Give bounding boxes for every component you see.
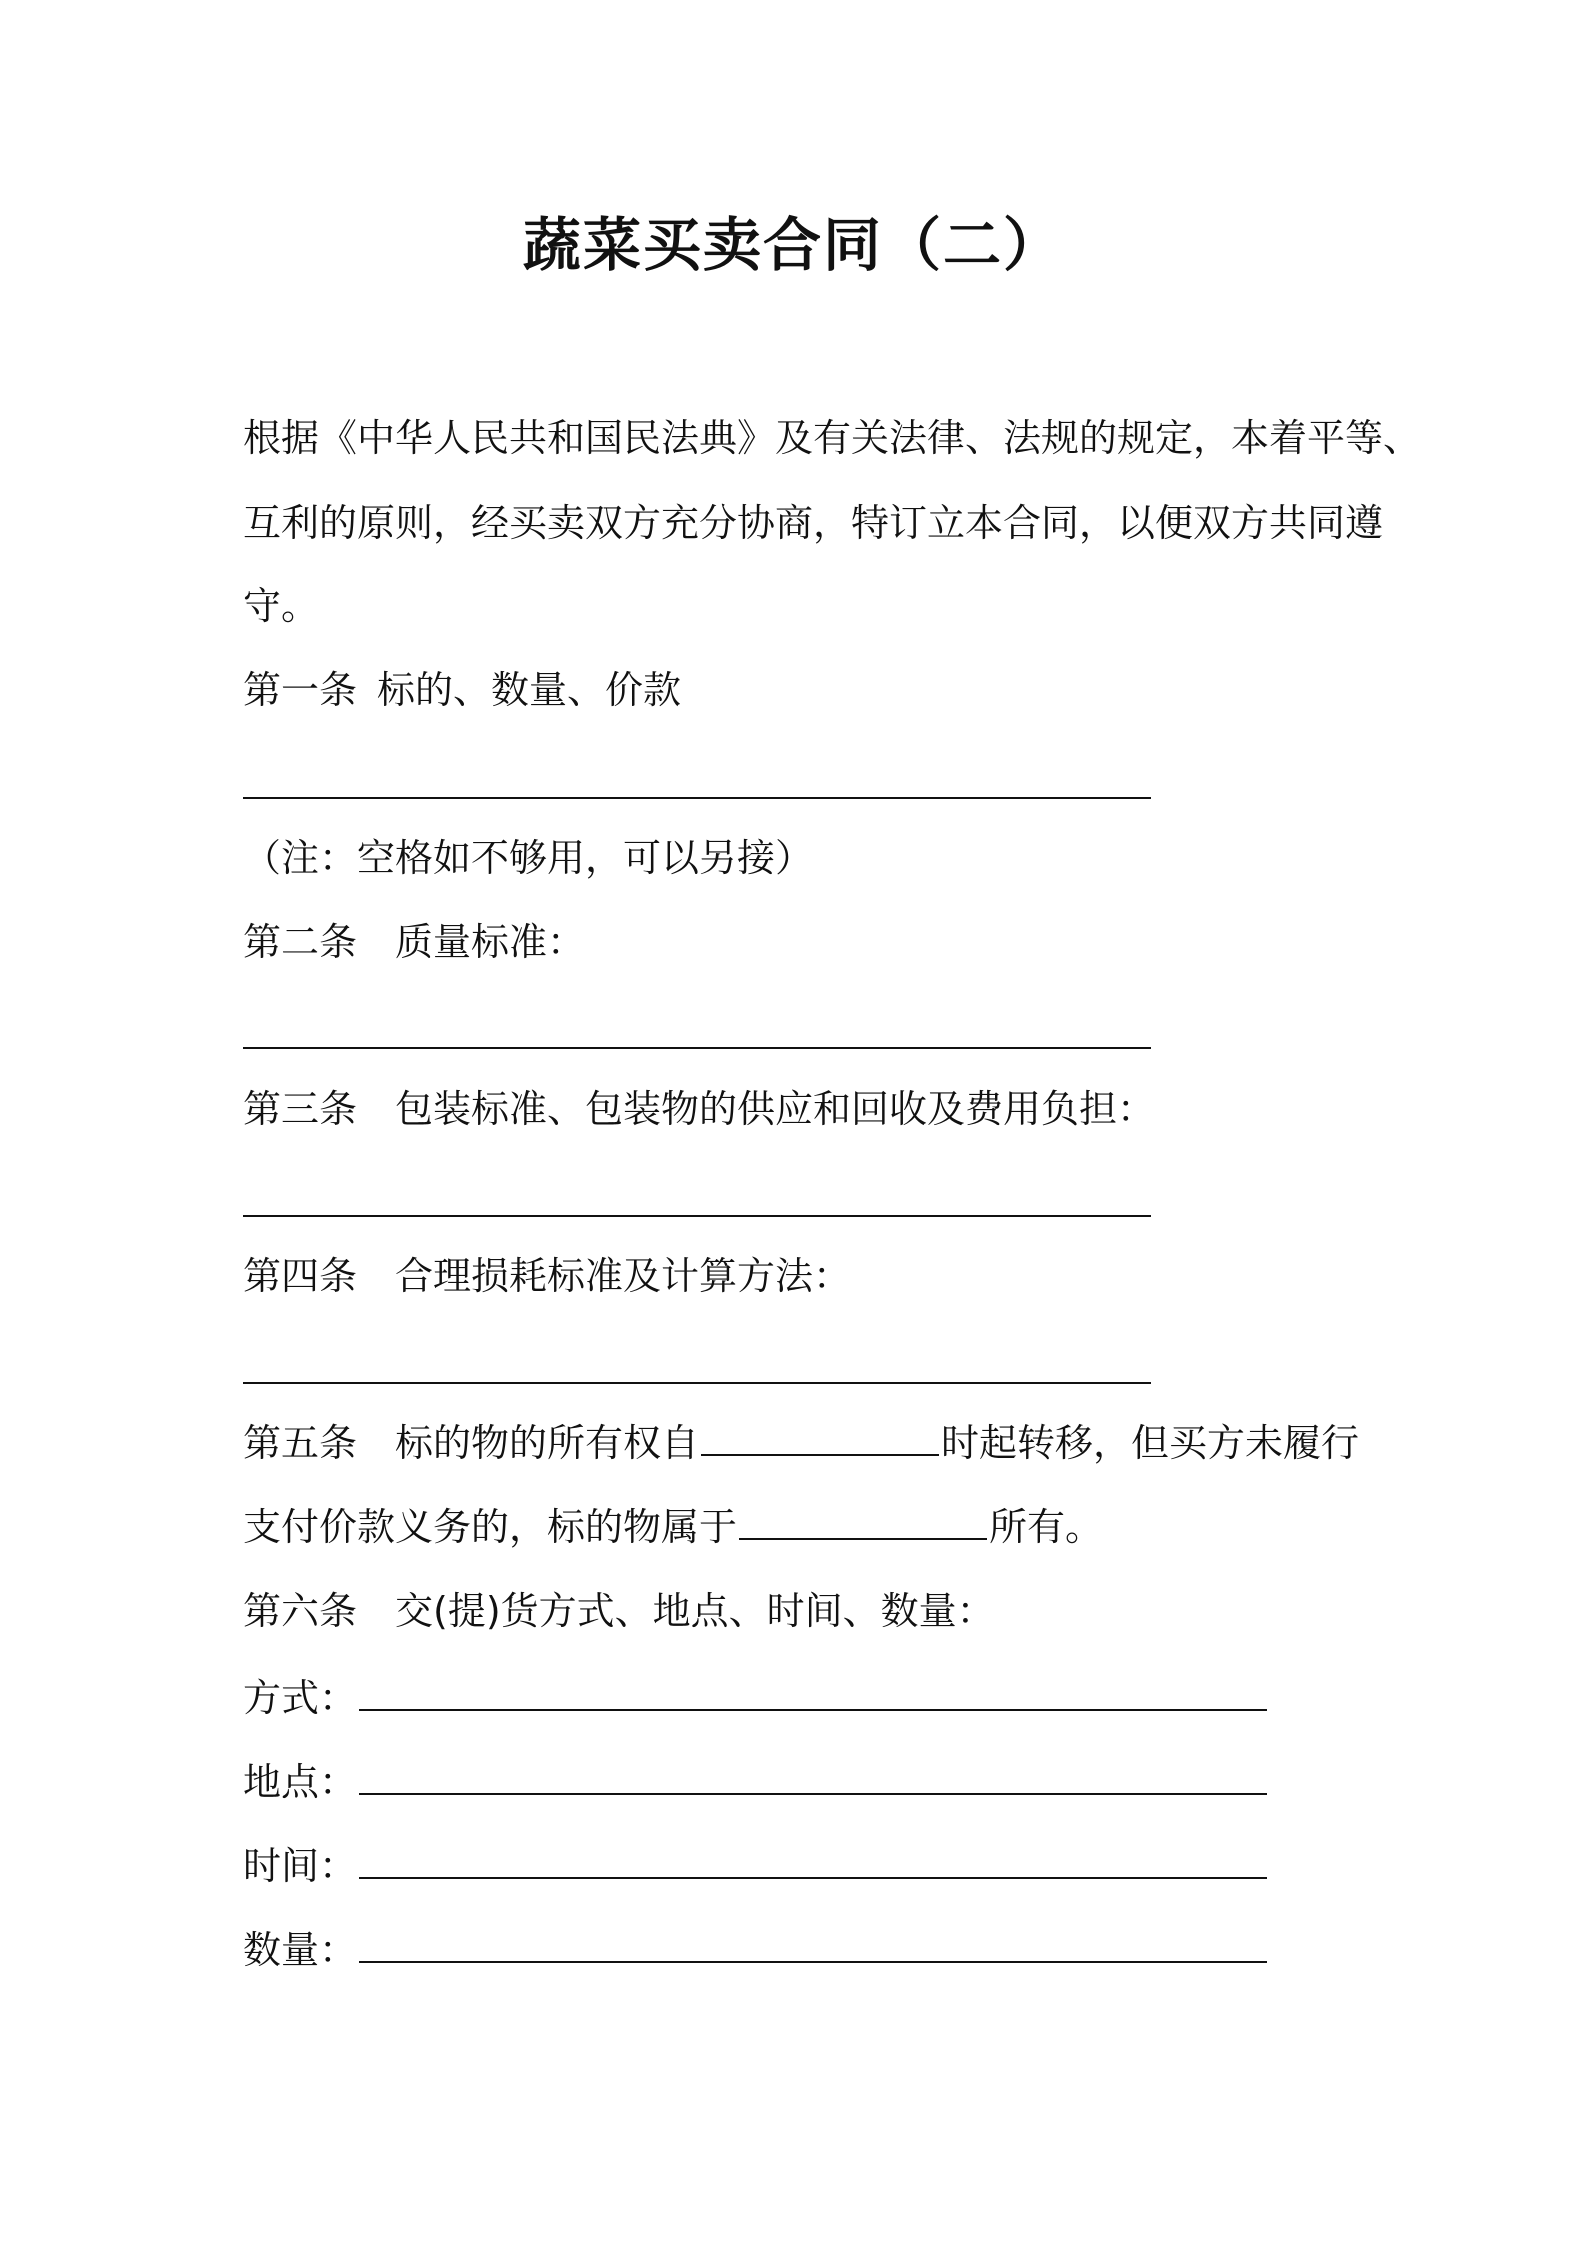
intro-line-1: 根据《中华人民共和国民法典》及有关法律、法规的规定，本着平等、 xyxy=(243,416,1422,460)
article-2 xyxy=(243,916,585,968)
article-2-blank[interactable] xyxy=(243,1047,1151,1049)
ownership-transfer-blank[interactable] xyxy=(701,1420,939,1456)
article-4-number: 第四条 xyxy=(243,1254,358,1298)
delivery-time-blank[interactable] xyxy=(359,1843,1267,1879)
article-5-part-2: 时起转移，但买方未履行 xyxy=(941,1421,1360,1465)
document-title: 蔬菜买卖合同（二） xyxy=(522,211,1063,279)
article-5-part-1: 标的物的所有权自 xyxy=(395,1421,700,1465)
article-1-text: 标的、数量、价款 xyxy=(377,668,682,712)
article-5-number: 第五条 xyxy=(243,1421,358,1465)
article-6 xyxy=(243,1585,995,1637)
article-5-line-1 xyxy=(243,1417,1359,1469)
article-4-blank[interactable] xyxy=(243,1382,1151,1384)
article-3-number: 第三条 xyxy=(243,1087,358,1131)
article-5-line-2 xyxy=(243,1501,1103,1553)
delivery-place-label: 地点： xyxy=(243,1760,358,1804)
delivery-time-row xyxy=(243,1840,1269,1892)
delivery-method-label: 方式： xyxy=(243,1676,358,1720)
delivery-place-row xyxy=(243,1756,1269,1808)
article-4-text: 合理损耗标准及计算方法： xyxy=(395,1254,852,1298)
delivery-method-row xyxy=(243,1672,1269,1724)
article-3-blank[interactable] xyxy=(243,1215,1151,1217)
article-4 xyxy=(243,1250,851,1302)
delivery-place-blank[interactable] xyxy=(359,1759,1267,1795)
article-2-number: 第二条 xyxy=(243,920,358,964)
delivery-quantity-label: 数量： xyxy=(243,1928,358,1972)
intro-line-2: 互利的原则，经买卖双方充分协商，特订立本合同，以便双方共同遵 xyxy=(243,501,1384,545)
article-6-number: 第六条 xyxy=(243,1589,358,1633)
article-3 xyxy=(243,1083,1155,1135)
article-6-text: 交(提)货方式、地点、时间、数量： xyxy=(395,1589,995,1633)
article-1 xyxy=(243,664,681,716)
article-5-part-3: 支付价款义务的，标的物属于 xyxy=(243,1505,738,1549)
article-3-text: 包装标准、包装物的供应和回收及费用负担： xyxy=(395,1087,1156,1131)
delivery-time-label: 时间： xyxy=(243,1844,358,1888)
article-2-text: 质量标准： xyxy=(395,920,586,964)
delivery-method-blank[interactable] xyxy=(359,1675,1267,1711)
ownership-party-blank[interactable] xyxy=(739,1504,987,1540)
article-5-part-4: 所有。 xyxy=(989,1505,1104,1549)
delivery-quantity-row xyxy=(243,1924,1269,1976)
article-1-number: 第一条 xyxy=(243,668,358,712)
intro-line-3: 守。 xyxy=(243,584,320,628)
article-1-blank[interactable] xyxy=(243,797,1151,799)
delivery-quantity-blank[interactable] xyxy=(359,1927,1267,1963)
note-text: （注：空格如不够用，可以另接） xyxy=(243,836,814,880)
